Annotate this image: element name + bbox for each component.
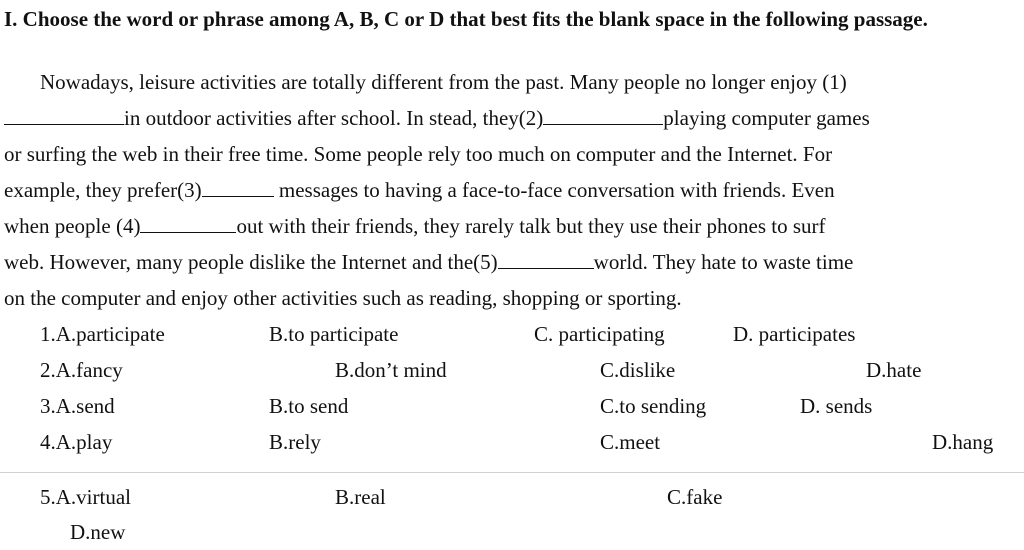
passage-line-5 [4, 211, 825, 241]
passage-line-6 [4, 247, 853, 277]
question-1-option-c[interactable]: C. participating [534, 322, 665, 346]
question-2-option-c[interactable]: C.dislike [600, 358, 676, 382]
passage-text: world. They hate to waste time [593, 250, 854, 274]
exercise-instruction: I. Choose the word or phrase among A, B, C or D that best fits the blank space in the following passage. [4, 7, 928, 31]
blank-5[interactable] [498, 250, 594, 269]
question-2-option-a[interactable]: 2.A.fancy [40, 358, 123, 382]
page-divider [0, 472, 1024, 473]
question-5-option-c[interactable]: C.fake [667, 485, 723, 509]
question-5-option-a[interactable]: 5.A.virtual [40, 485, 131, 509]
passage-line-1 [40, 67, 847, 97]
question-4-option-a[interactable]: 4.A.play [40, 430, 113, 454]
question-1-option-a[interactable]: 1.A.participate [40, 322, 165, 346]
question-2-option-b[interactable]: B.don’t mind [335, 358, 447, 382]
passage-text: when people (4) [4, 214, 141, 238]
passage-line-4 [4, 175, 835, 205]
question-3-option-b[interactable]: B.to send [269, 394, 349, 418]
passage-text: Nowadays, leisure activities are totally different from the past. Many people no longer enjoy (1) [40, 70, 847, 94]
question-5-option-d[interactable]: D.new [70, 520, 126, 544]
passage-text: playing computer games [663, 106, 870, 130]
blank-4[interactable] [140, 214, 236, 233]
passage-text: example, they prefer(3) [4, 178, 202, 202]
question-5-option-b[interactable]: B.real [335, 485, 386, 509]
question-1-option-b[interactable]: B.to participate [269, 322, 399, 346]
passage-line-2 [4, 103, 870, 133]
passage-text: in outdoor activities after school. In stead, they(2) [124, 106, 544, 130]
blank-3[interactable] [202, 178, 274, 197]
question-3-option-a[interactable]: 3.A.send [40, 394, 115, 418]
passage-line-3 [4, 139, 832, 169]
question-4-option-b[interactable]: B.rely [269, 430, 321, 454]
question-3-option-c[interactable]: C.to sending [600, 394, 707, 418]
passage-line-7 [4, 283, 682, 313]
passage-text: web. However, many people dislike the Internet and the(5) [4, 250, 498, 274]
blank-1[interactable] [4, 106, 124, 125]
question-4-option-d[interactable]: D.hang [932, 430, 994, 454]
passage-text: or surfing the web in their free time. Some people rely too much on computer and the Internet. For [4, 142, 833, 166]
question-1-option-d[interactable]: D. participates [733, 322, 856, 346]
passage-text: out with their friends, they rarely talk but they use their phones to surf [236, 214, 826, 238]
question-2-option-d[interactable]: D.hate [866, 358, 922, 382]
question-3-option-d[interactable]: D. sends [800, 394, 873, 418]
passage-text: on the computer and enjoy other activities such as reading, shopping or sporting. [4, 286, 682, 310]
question-4-option-c[interactable]: C.meet [600, 430, 661, 454]
passage-text: messages to having a face-to-face conversation with friends. Even [273, 178, 835, 202]
blank-2[interactable] [543, 106, 663, 125]
